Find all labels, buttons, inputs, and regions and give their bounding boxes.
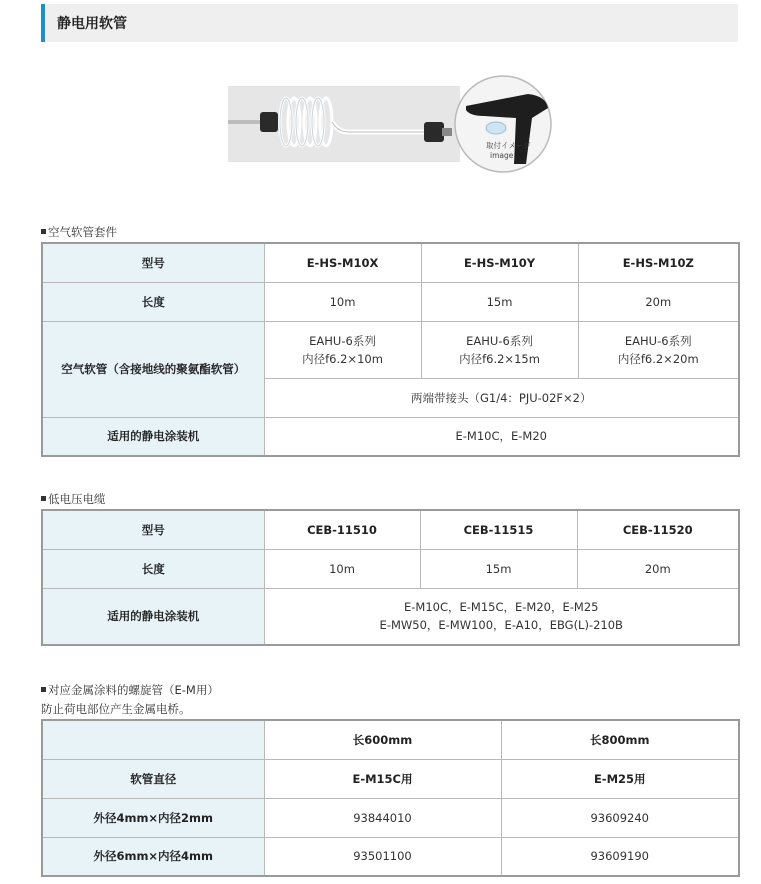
model-cell: CEB-11520 bbox=[577, 510, 739, 549]
length-cell: 15m bbox=[420, 549, 577, 588]
model-cell: E-HS-M10Y bbox=[421, 243, 578, 282]
part-number-cell: 93844010 bbox=[264, 798, 501, 837]
header-model: 型号 bbox=[42, 243, 264, 282]
section-label-cable: 低电压电缆 bbox=[41, 491, 106, 507]
header-length: 长度 bbox=[42, 282, 264, 321]
header-length: 长度 bbox=[42, 549, 264, 588]
model-cell: CEB-11515 bbox=[420, 510, 577, 549]
page-title-text: 静电用软管 bbox=[57, 16, 127, 32]
part-number-cell: 93501100 bbox=[264, 837, 501, 876]
model-cell: E-HS-M10Z bbox=[578, 243, 739, 282]
product-image bbox=[228, 72, 552, 176]
length-cell: 10m bbox=[264, 549, 420, 588]
header-diameter: 软管直径 bbox=[42, 759, 264, 798]
row-label: 外径4mm×内径2mm bbox=[42, 798, 264, 837]
section-label-spiral: 对应金属涂料的螺旋管（E-M用） bbox=[41, 682, 219, 698]
header-empty bbox=[42, 720, 264, 759]
model-header-cell: E-M25用 bbox=[501, 759, 739, 798]
applicable-cell: E-M10C，E-M20 bbox=[264, 417, 739, 456]
hose-spec-cell: EAHU-6系列 内径f6.2×10m bbox=[264, 321, 421, 378]
model-cell: E-HS-M10X bbox=[264, 243, 421, 282]
image-caption-en: image bbox=[490, 151, 514, 160]
applicable-cell: E-M10C，E-M15C，E-M20，E-M25 E-MW50，E-MW100，E-A10，EBG(L)-210B bbox=[264, 588, 739, 645]
bullet-square-icon bbox=[41, 229, 46, 234]
hose-spec-cell: EAHU-6系列 内径f6.2×20m bbox=[578, 321, 739, 378]
length-cell: 20m bbox=[578, 282, 739, 321]
model-header-cell: E-M15C用 bbox=[264, 759, 501, 798]
spiral-table bbox=[41, 719, 740, 877]
image-caption-ja: 取付イメージ bbox=[486, 141, 531, 150]
header-applicable: 适用的静电涂装机 bbox=[42, 588, 264, 645]
section-note: 防止荷电部位产生金属电桥。 bbox=[41, 702, 191, 716]
part-number-cell: 93609240 bbox=[501, 798, 739, 837]
header-applicable: 适用的静电涂装机 bbox=[42, 417, 264, 456]
hose-spec-cell: EAHU-6系列 内径f6.2×15m bbox=[421, 321, 578, 378]
page-title bbox=[41, 4, 738, 42]
row-label: 外径6mm×内径4mm bbox=[42, 837, 264, 876]
header-air-hose: 空气软管（含接地线的聚氨酯软管） bbox=[42, 321, 264, 417]
cable-table bbox=[41, 509, 740, 646]
length-header-cell: 长800mm bbox=[501, 720, 739, 759]
length-header-cell: 长600mm bbox=[264, 720, 501, 759]
joint-cell: 两端带接头（G1/4：PJU-02F×2） bbox=[264, 378, 739, 417]
length-cell: 15m bbox=[421, 282, 578, 321]
part-number-cell: 93609190 bbox=[501, 837, 739, 876]
header-model: 型号 bbox=[42, 510, 264, 549]
bullet-square-icon bbox=[41, 687, 46, 692]
section-label-air-hose: 空气软管套件 bbox=[41, 224, 117, 240]
air-hose-table bbox=[41, 242, 740, 457]
model-cell: CEB-11510 bbox=[264, 510, 420, 549]
length-cell: 20m bbox=[577, 549, 739, 588]
length-cell: 10m bbox=[264, 282, 421, 321]
bullet-square-icon bbox=[41, 496, 46, 501]
